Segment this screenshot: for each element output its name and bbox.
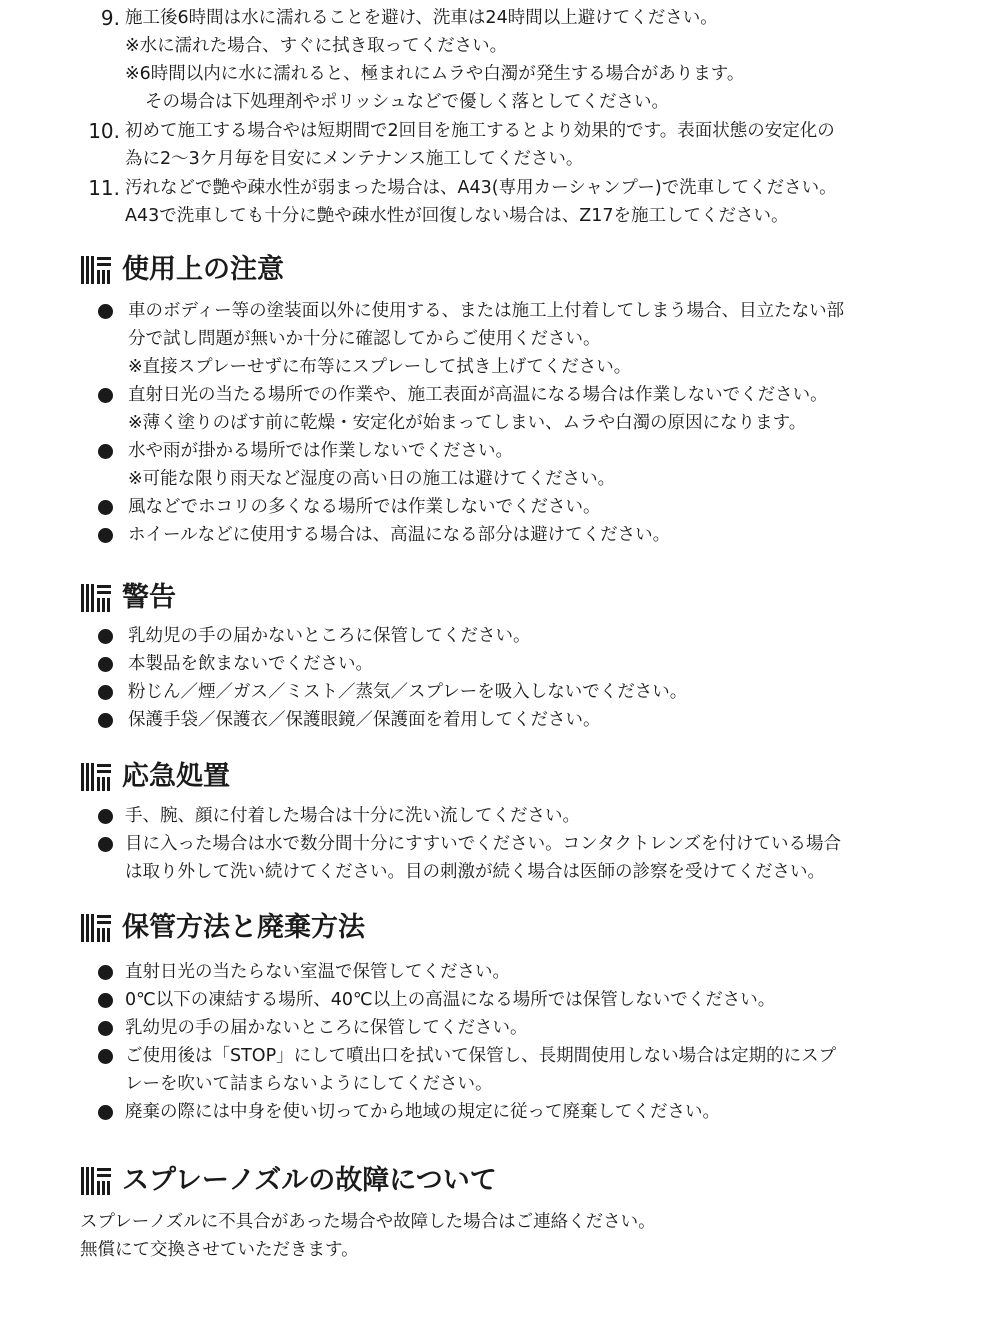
list-item-text: 水や雨が掛かる場所では作業しないでください。 (128, 441, 513, 461)
list-item (98, 297, 978, 381)
list-item (98, 958, 978, 986)
section-title: スプレーノズルの故障について (122, 1165, 497, 1196)
section-list (98, 297, 978, 549)
list-item (98, 1098, 978, 1126)
bullet-icon (98, 1105, 113, 1120)
list-item-text: 保護手袋／保護衣／保護眼鏡／保護面を着用してください。 (128, 710, 601, 730)
section-list (98, 802, 978, 886)
section-heading (80, 580, 176, 616)
list-item-text: 乳幼児の手の届かないところに保管してください。 (128, 626, 531, 646)
list-item-text: ホイールなどに使用する場合は、高温になる部分は避けてください。 (128, 525, 671, 545)
item-text: 施工後6時間は水に濡れることを避け、洗車は24時間以上避けてください。 (125, 8, 718, 28)
item-number: 11. (88, 176, 120, 200)
paragraph-line: 無償にて交換させていただきます。 (80, 1240, 359, 1260)
section-title: 保管方法と廃棄方法 (122, 912, 365, 943)
section-paragraph (80, 1208, 980, 1264)
list-item (98, 521, 978, 549)
bullet-icon (98, 993, 113, 1008)
list-item-text: 乳幼児の手の届かないところに保管してください。 (125, 1018, 528, 1038)
item-text: A43で洗車しても十分に艶や疎水性が回復しない場合は、Z17を施工してください。 (125, 206, 789, 226)
list-heading-icon (80, 761, 112, 793)
list-item-text: 目に入った場合は水で数分間十分にすすいでください。コンタクトレンズを付けている場合 (125, 834, 842, 854)
bullet-icon (98, 1021, 113, 1036)
section-list (98, 622, 978, 734)
bullet-icon (98, 500, 113, 515)
item-note: その場合は下処理剤やポリッシュなどで優しく落としてください。 (145, 92, 669, 112)
list-item (98, 381, 978, 437)
list-item-text: レーを吹いて詰まらないようにしてください。 (125, 1074, 493, 1094)
section-title: 使用上の注意 (122, 254, 284, 285)
list-heading-icon (80, 254, 112, 286)
list-item (98, 622, 978, 650)
list-item-text: は取り外して洗い続けてください。目の刺激が続く場合は医師の診察を受けてください。 (125, 862, 825, 882)
section-heading (80, 1163, 497, 1199)
bullet-icon (98, 388, 113, 403)
list-item (98, 802, 978, 830)
bullet-icon (98, 837, 113, 852)
list-item-text: ご使用後は「STOP」にして噴出口を拭いて保管し、長期間使用しない場合は定期的にスプ (125, 1046, 837, 1066)
item-text: 汚れなどで艶や疎水性が弱まった場合は、A43(専用カーシャンプー)で洗車してください。 (125, 178, 837, 198)
bullet-icon (98, 713, 113, 728)
list-item-text: 直射日光の当たらない室温で保管してください。 (125, 962, 510, 982)
section-heading (80, 759, 230, 795)
list-item-text: 廃棄の際には中身を使い切ってから地域の規定に従って廃棄してください。 (125, 1102, 720, 1122)
item-note: ※水に濡れた場合、すぐに拭き取ってください。 (125, 36, 508, 56)
list-heading-icon (80, 1165, 112, 1197)
bullet-icon (98, 657, 113, 672)
list-item (98, 986, 978, 1014)
list-item (98, 678, 978, 706)
bullet-icon (98, 528, 113, 543)
list-item-text: 直射日光の当たる場所での作業や、施工表面が高温になる場合は作業しないでください。 (128, 385, 828, 405)
item-text: 初めて施工する場合やは短期間で2回目を施工するとより効果的です。表面状態の安定化の (125, 121, 835, 141)
list-item-note: ※薄く塗りのばす前に乾燥・安定化が始まってしまい、ムラや白濁の原因になります。 (128, 413, 807, 433)
item-number: 10. (88, 119, 120, 143)
list-item (98, 706, 978, 734)
bullet-icon (98, 444, 113, 459)
section-title: 警告 (122, 582, 176, 613)
list-item-text: 分で試し問題が無いか十分に確認してからご使用ください。 (128, 329, 601, 349)
bullet-icon (98, 965, 113, 980)
list-item (98, 650, 978, 678)
list-item (98, 1014, 978, 1042)
list-item (98, 493, 978, 521)
item-note: ※6時間以内に水に濡れると、極まれにムラや白濁が発生する場合があります。 (125, 64, 745, 84)
bullet-icon (98, 304, 113, 319)
list-heading-icon (80, 582, 112, 614)
bullet-icon (98, 809, 113, 824)
bullet-icon (98, 685, 113, 700)
section-title: 応急処置 (122, 761, 230, 792)
section-heading (80, 910, 365, 946)
list-item-text: 風などでホコリの多くなる場所では作業しないでください。 (128, 497, 601, 517)
list-item-text: 車のボディー等の塗装面以外に使用する、または施工上付着してしまう場合、目立たない部 (128, 301, 845, 321)
list-item (98, 1042, 978, 1098)
bullet-icon (98, 1049, 113, 1064)
item-text: 為に2〜3ケ月毎を目安にメンテナンス施工してください。 (125, 149, 584, 169)
list-item-text: 本製品を飲まないでください。 (128, 654, 373, 674)
list-item-note: ※直接スプレーせずに布等にスプレーして拭き上げてください。 (128, 357, 632, 377)
list-item (98, 437, 978, 493)
section-list (98, 958, 978, 1126)
paragraph-line: スプレーノズルに不具合があった場合や故障した場合はご連絡ください。 (80, 1212, 656, 1232)
list-item-note: ※可能な限り雨天など湿度の高い日の施工は避けてください。 (128, 469, 616, 489)
list-item (98, 830, 978, 886)
list-item-text: 手、腕、顔に付着した場合は十分に洗い流してください。 (125, 806, 580, 826)
list-item-text: 粉じん／煙／ガス／ミスト／蒸気／スプレーを吸入しないでください。 (128, 682, 688, 702)
section-heading (80, 252, 284, 288)
list-item-text: 0℃以下の凍結する場所、40℃以上の高温になる場所では保管しないでください。 (125, 990, 776, 1010)
list-heading-icon (80, 912, 112, 944)
bullet-icon (98, 629, 113, 644)
item-number: 9. (100, 6, 120, 30)
